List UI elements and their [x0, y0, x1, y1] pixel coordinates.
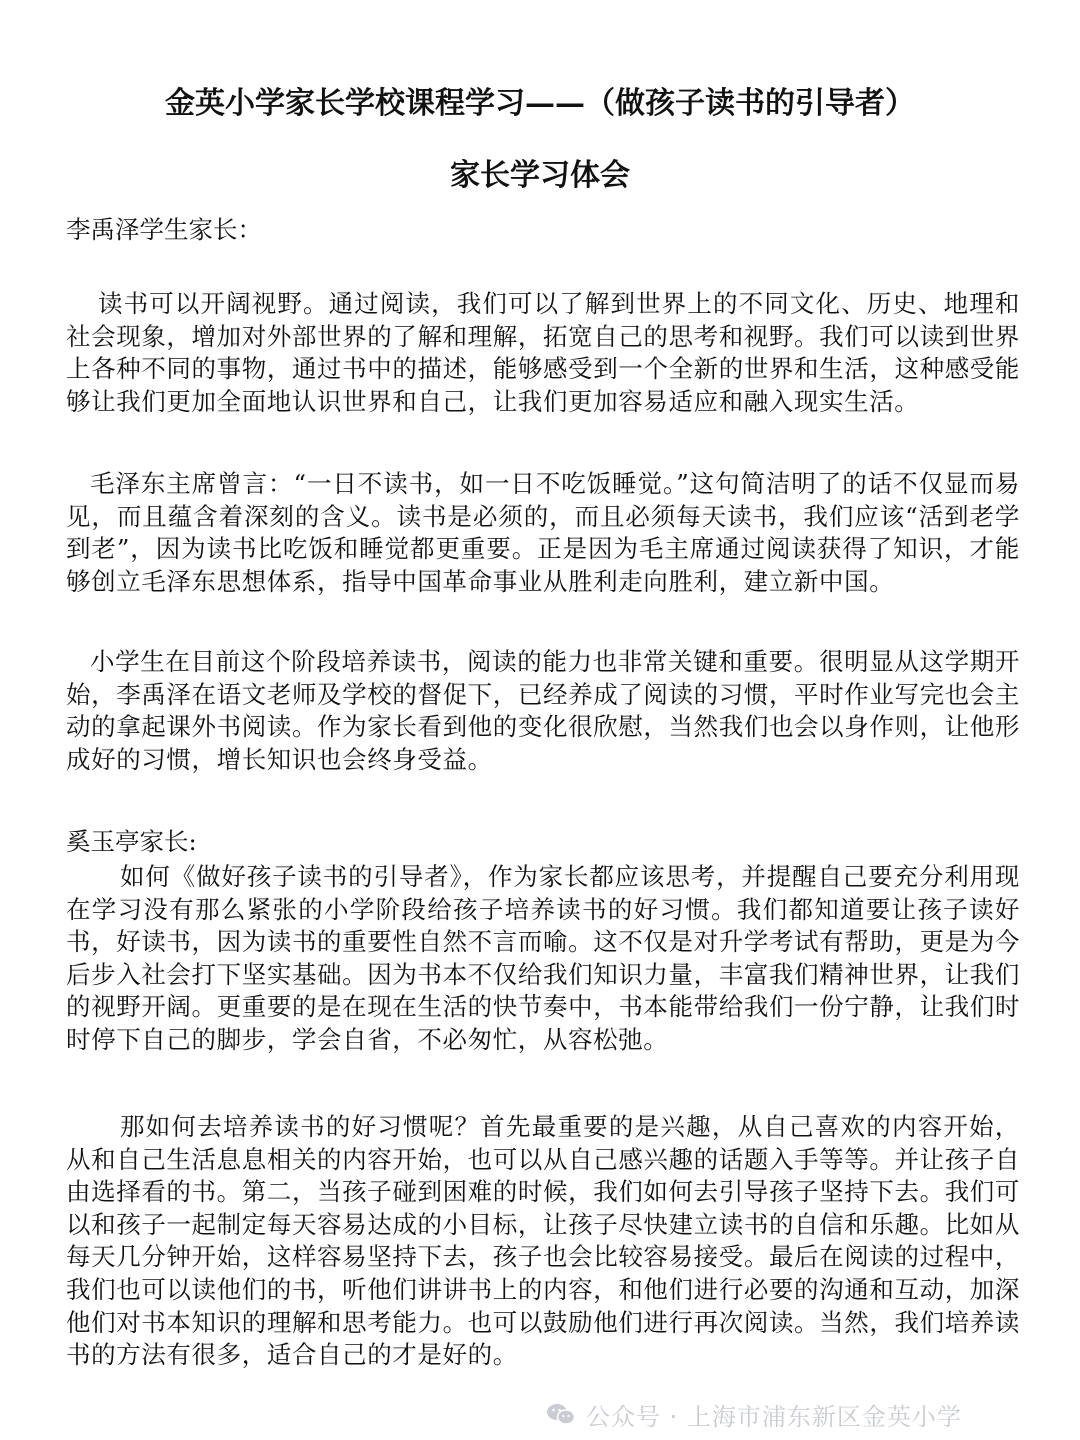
- section-2-paragraph-1: 如何《做好孩子读书的引导者》，作为家长都应该思考，并提醒自己要充分利用现在学习没有那么紧张的小学阶段给孩子培养读书的好习惯。我们都知道要让孩子读好书，好读书，因为读书的重要性自然不言而喻。这不仅是对升学考试有帮助，更是为今后步入社会打下坚实基础。因为书本不仅给我们知识力量，丰富我们精神世界，让我们的视野开阔。更重要的是在现在生活的快节奏中，书本能带给我们一份宁静，让我们时时停下自己的脚步，学会自省，不必匆忙，从容松弛。: [66, 862, 1020, 1054]
- section-1-paragraph-3: 小学生在目前这个阶段培养读书，阅读的能力也非常关键和重要。很明显从这学期开始，李禹泽在语文老师及学校的督促下，已经养成了阅读的习惯，平时作业写完也会主动的拿起课外书阅读。作为家长看到他的变化很欣慰，当然我们也会以身作则，让他形成好的习惯，增长知识也会终身受益。: [66, 647, 1020, 774]
- watermark: [546, 1394, 970, 1434]
- section-1-paragraph-2: 毛泽东主席曾言：“一日不读书，如一日不吃饭睡觉。”这句简洁明了的话不仅显而易见，而且蕴含着深刻的含义。读书是必须的，而且必须每天读书，我们应该“活到老学到老”，因为读书比吃饭和睡觉都更重要。正是因为毛主席通过阅读获得了知识，才能够创立毛泽东思想体系，指导中国革命事业从胜利走向胜利，建立新中国。: [66, 469, 1020, 596]
- document-title: 金英小学家长学校课程学习——（做孩子读书的引导者）: [165, 86, 915, 121]
- section-2-author: 奚玉亭家长:: [66, 827, 197, 856]
- watermark-text: 公众号 · 上海市浦东新区金英小学: [586, 1402, 962, 1431]
- wechat-icon: [546, 1402, 576, 1426]
- section-1-paragraph-1: 读书可以开阔视野。通过阅读，我们可以了解到世界上的不同文化、历史、地理和社会现象，增加对外部世界的了解和理解，拓宽自己的思考和视野。我们可以读到世界上各种不同的事物，通过书中的描述，能够感受到一个全新的世界和生活，这种感受能够让我们更加全面地认识世界和自己，让我们更加容易适应和融入现实生活。: [66, 289, 1020, 416]
- document-subtitle: 家长学习体会: [450, 158, 630, 193]
- section-1-author: 李禹泽学生家长：: [66, 215, 262, 244]
- section-2-paragraph-2: 那如何去培养读书的好习惯呢？首先最重要的是兴趣，从自己喜欢的内容开始，从和自己生活息息相关的内容开始，也可以从自己感兴趣的话题入手等等。并让孩子自由选择看的书。第二，当孩子碰到困难的时候，我们如何去引导孩子坚持下去。我们可以和孩子一起制定每天容易达成的小目标，让孩子尽快建立读书的自信和乐趣。比如从每天几分钟开始，这样容易坚持下去，孩子也会比较容易接受。最后在阅读的过程中，我们也可以读他们的书，听他们讲讲书上的内容，和他们进行必要的沟通和互动，加深他们对书本知识的理解和思考能力。也可以鼓励他们进行再次阅读。当然，我们培养读书的方法有很多，适合自己的才是好的。: [66, 1112, 1020, 1370]
